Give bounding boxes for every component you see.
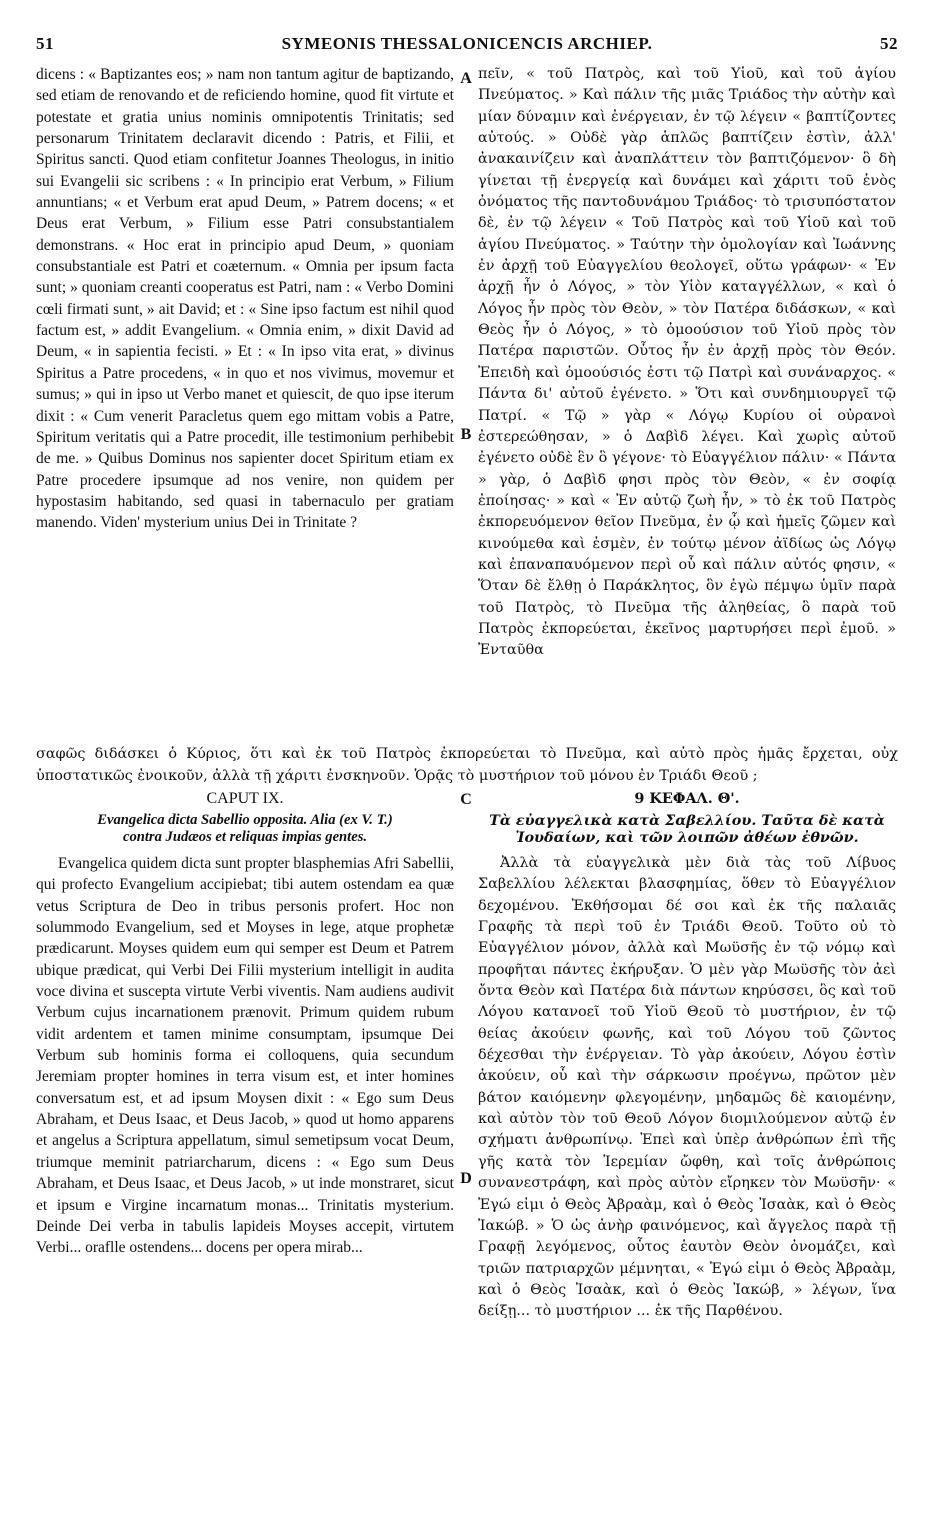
running-header: [36, 34, 898, 58]
latin-column-top: [36, 64, 454, 742]
chapter-title-latin: CAPUT IX.: [206, 790, 284, 807]
latin-paragraph-top: dicens : « Baptizantes eos; » nam non tantum agitur de baptizando, sed etiam de renovando et de reficiendo homine, quod fit virtute et potestate et gratia unius nominis omnipotentis Trinitatis; sed personarum Trinitatem declaravit dicendo : Patris, et Filii, et Spiritus sancti. Quod etiam confitetur Joannes Theologus, in initio sui Evangelii sic scribens : « In principio erat Verbum, » Filium annuntians; « et Verbum erat apud Deum, » Patrem docens; « et Deus erat Verbum, » Filium esse Patri consubstantialem demonstrans. « Hoc erat in principio apud Deum, » quoniam consubstantiale est Patri et coæternum. « Omnia per ipsum facta sunt; » quoniam creanti cooperatus est Patri, nam : « Verbo Domini cœli firmati sunt, » ait David; et : « Sine ipso factum est nihil quod factum est, » addit Evangelium. « Omnia enim, » dixit David ad Deum, « in sapientia fecisti. » Et : « In ipso vita erat, » divinus Spiritus a Patre procedens, « in quo et nos vivimus, movemur et sumus; » qui in ipso ut Verbo manet et quiescit, de quo ipse iterum dixit : « Cum venerit Paracletus quem ego mittam vobis a Patre, Spiritum veritatis qui a Patre procedit, ille testimonium perhibebit de me. » Quibus Dominus nos sapienter docet Spiritum etiam ex Patre procedere ipsumque ad nos venire, non quidem per hypostasim habitando, sed quasi in tabernaculo per gratiam manendo. Viden' mysterium unius Dei in Trinitate ?: [36, 66, 454, 532]
greek-paragraph-bottom: Ἀλλὰ τὰ εὐαγγελικὰ μὲν διὰ τὰς τοῦ Λίβυος Σαβελλίου λέλεκται βλασφημίας, ὅθεν τὸ Εὐαγγέλιον δεχομένου. Ἐκθήσομαι δέ σοι καὶ ἐκ τῆς παλαιᾶς Γραφῆς τὰ περὶ τοῦ ἐν Τριάδι Θεοῦ. Τοῦτο οὐ τὸ Εὐαγγέλιον μόνον, ἀλλὰ καὶ Μωϋσῆς ἐν τῷ νόμῳ καὶ προφῆται πάντες ἐκήρυξαν. Ὁ μὲν γὰρ Μωϋσῆς τὸν ἀεὶ ὄντα Θεὸν καὶ Πατέρα διὰ πάντων κηρύσσει, ὃς καὶ τοῦ Λόγου κατανοεῖ τοῦ Υἱοῦ Θεοῦ τὸ μυστήριον, ἐν τῷ θείας ἀκούειν φωνῆς, καὶ τοῦ Λόγου τοῦ ζῶντος δέχεσθαι τὴν ἐνέργειαν. Τὸ γὰρ ἀκούειν, Λόγου ἐστὶν ἀκούειν, οὗ καὶ τὴν σάρκωσιν προέγνω, πρῶτον μὲν βάτον καιόμενην φλεγομένην, μηδαμῶς δὲ καιομένην, καὶ αὐτὸν τὸν τοῦ Θεοῦ Λόγον διομιλούμενον αὐτῷ ἐν σχήματι ἀνθρωπίνῳ. Ἐπεὶ καὶ ὑπὲρ ἀνθρώπων ἐπὶ τῆς γῆς κατὰ τὸν Ἱερεμίαν ὤφθη, καὶ τοῖς ἀνθρώποις συνανεστράφη, καὶ πρὸς αὐτὸν εἴρηκεν τὸν Μωϋσῆν· « Ἐγώ εἰμι ὁ Θεὸς Ἀβραὰμ, καὶ ὁ Θεὸς Ἰσαὰκ, καὶ ὁ Θεὸς Ἰακώβ. » Ὁ ὡς ἀνὴρ φαινόμενος, καὶ ἄγγελος παρὰ τῇ Γραφῇ λεγόμενος, οὗτος ἑαυτὸν Θεὸν ὀνομάζει, καὶ τριῶν πατριαρχῶν μέμνηται, « Ἐγώ εἰμι ὁ Θεὸς Ἀβραὰμ, καὶ ὁ Θεὸς Ἰσαὰκ, καὶ ὁ Θεὸς Ἰακώβ, » λέγων, ἵνα δείξῃ... τὸ μυστήριον ... ἐκ τῆς Παρθένου.: [478, 855, 896, 1320]
greek-column-top: [478, 64, 896, 742]
latin-paragraph-bottom: Evangelica quidem dicta sunt propter blasphemias Afri Sabellii, qui profecto Evangelium accipiebat; tibi autem ostendam ea quæ vetus Scriptura de Deo in tribus personis profert. Hoc non solummodo Evangelium, sed et Moyses in lege, atque prophetæ prædicarunt. Moyses quidem eum qui semper est Deum et Patrem ubique prædicat, qui Verbi Dei Filii mysterium intelligit in audita voce divina et suscepta virtute Verbi viventis. Nam audiens audivit Verbum cujus incarnationem prænovit. Primum quidem rubum vidit ardentem et tamen minime consumptam, ipsumque Dei Verbum sub hominis forma ei colloquens, quia secundum Jeremiam propter homines in terra visum est, et inter homines conversatum est, et ad ipsum Moysen dixit : « Ego sum Deus Abraham, et Deus Isaac, et Deus Jacob, » quod ut homo apparens et angelus a Scriptura appellatum, simul semetipsum vocat Deum, triumque meminit patriarcharum, dicens : « Ego sum Deus Abraham, et Deus Isaac, et Deus Jacob, » ut inde monstraret, sicut et ipsum e Virgine incarnatum monas... Trinitatis mysterium. Deinde Dei verba in tabulis lapideis Moyses accepit, virtutem Verbi... oraflle ostendens... docens per opera mirab...: [36, 855, 454, 1257]
margin-marker-d: D: [460, 1170, 472, 1187]
greek-column-bottom: [478, 853, 896, 1527]
margin-marker-c: C: [460, 791, 472, 808]
page-number-left: 51: [36, 34, 54, 53]
chapter-subtitle-latin-1: Evangelica dicta Sabellio opposita. Alia (ex V. T.): [97, 812, 393, 828]
page-number-right: 52: [880, 34, 898, 53]
latin-column-bottom: [36, 853, 454, 1527]
running-title: SYMEONIS THESSALONICENCIS ARCHIEP.: [281, 34, 653, 53]
chapter-subtitle-greek-1: Τὰ εὐαγγελικὰ κατὰ Σαβελλίου. Ταῦτα δὲ κατὰ: [489, 812, 885, 829]
chapter-subtitle-greek-2: Ἰουδαίων, καὶ τῶν λοιπῶν ἀθέων ἐθνῶν.: [515, 829, 859, 846]
greek-paragraph-top: πεῖν, « τοῦ Πατρὸς, καὶ τοῦ Υἱοῦ, καὶ τοῦ ἁγίου Πνεύματος. » Καὶ πάλιν τῆς μιᾶς Τριάδος τὴν αὐτὴν καὶ μίαν δύναμιν καὶ ἐνέργειαν, ἐν τῷ λέγειν « βαπτίζοντες αὐτούς. » Οὐδὲ γὰρ ἁπλῶς βαπτίζειν ἐστὶν, ἀλλ' ἀνακαινίζειν καὶ ἀναπλάττειν τὸν βαπτιζόμενον· ὃ δὴ γίνεται τῇ ἐνεργείᾳ καὶ δυνάμει καὶ χάριτι τοῦ ἑνὸς ὀνόματος τῆς παντοδυνάμου Τριάδος· τὸ τρισυπόστατον δὲ, ἐν τῷ λέγειν « Τοῦ Πατρὸς καὶ τοῦ Υἱοῦ καὶ τοῦ ἁγίου Πνεύματος. » Ταύτην τὴν ὁμολογίαν καὶ Ἰωάννης ἐν ἀρχῇ τοῦ Εὐαγγελίου θεολογεῖ, οὕτω γράφων· « Ἐν ἀρχῇ ἦν ὁ Λόγος, » τὸν Υἱὸν καταγγέλλων, « καὶ ὁ Λόγος ἦν πρὸς τὸν Θεὸν, » τὸν Πατέρα διδάσκων, « καὶ Θεὸς ἦν ὁ Λόγος, » τὸ ὁμοούσιον τοῦ Υἱοῦ πρὸς τὸν Πατέρα παριστῶν. Οὗτος ἦν ἐν ἀρχῇ πρὸς τὸν Θεόν. Ἐπειδὴ καὶ ὁμοούσιός ἐστι τῷ Πατρὶ καὶ συνάναρχος. « Πάντα δι' αὐτοῦ ἐγένετο. » Ὅτι καὶ συνδημιουργεῖ τῷ Πατρί. « Τῷ » γὰρ « Λόγῳ Κυρίου οἱ οὐρανοὶ ἐστερεώθησαν, » ὁ Δαβὶδ λέγει. Καὶ χωρὶς αὐτοῦ ἐγένετο οὐδὲ ἓν ὃ γέγονε· τὸ Εὐαγγέλιον πάλιν· « Πάντα » γὰρ, ὁ Δαβὶδ φησι πρὸς τὸν Θεὸν, « ἐν σοφίᾳ ἐποίησας· » καὶ « Ἐν αὐτῷ ζωὴ ἦν, » τὸ ἐκ τοῦ Πατρὸς ἐκπορευόμενον θεῖον Πνεῦμα, ἐν ᾧ καὶ ἡμεῖς ζῶμεν καὶ κινούμεθα καὶ ἐσμὲν, ἐν τούτῳ μένον ἀϊδίως ὡς Λόγῳ καὶ ἐπαναπαυόμενον περὶ οὗ καὶ πάλιν αὐτός φησιν, « Ὅταν δὲ ἔλθῃ ὁ Παράκλητος, ὃν ἐγὼ πέμψω ὑμῖν παρὰ τοῦ Πατρὸς, τὸ Πνεῦμα τῆς ἀληθείας, ὃ παρὰ τοῦ Πατρὸς ἐκπορεύεται, ἐκεῖνος μαρτυρήσει περὶ ἐμοῦ. » Ἐνταῦθα: [478, 66, 896, 659]
chapter-subtitle-latin-2: contra Judæos et reliquas impias gentes.: [122, 829, 368, 845]
full-width-line: [36, 744, 898, 787]
chapter-title-greek: 9 ΚΕΦΑΛ. Θ'.: [634, 790, 740, 807]
margin-marker-a: A: [460, 70, 472, 87]
margin-marker-b: B: [460, 426, 472, 443]
full-width-text: σαφῶς διδάσκει ὁ Κύριος, ὅτι καὶ ἐκ τοῦ Πατρὸς ἐκπορεύεται τὸ Πνεῦμα, καὶ αὐτὸ πρὸς ἡμᾶς ἔρχεται, οὐχ ὑποστατικῶς ἐνοικοῦν, ἀλλὰ τῇ χάριτι ἐνσκηνοῦν. Ὁρᾷς τὸ μυστήριον τοῦ μόνου ἐν Τριάδι Θεοῦ ;: [36, 746, 898, 784]
